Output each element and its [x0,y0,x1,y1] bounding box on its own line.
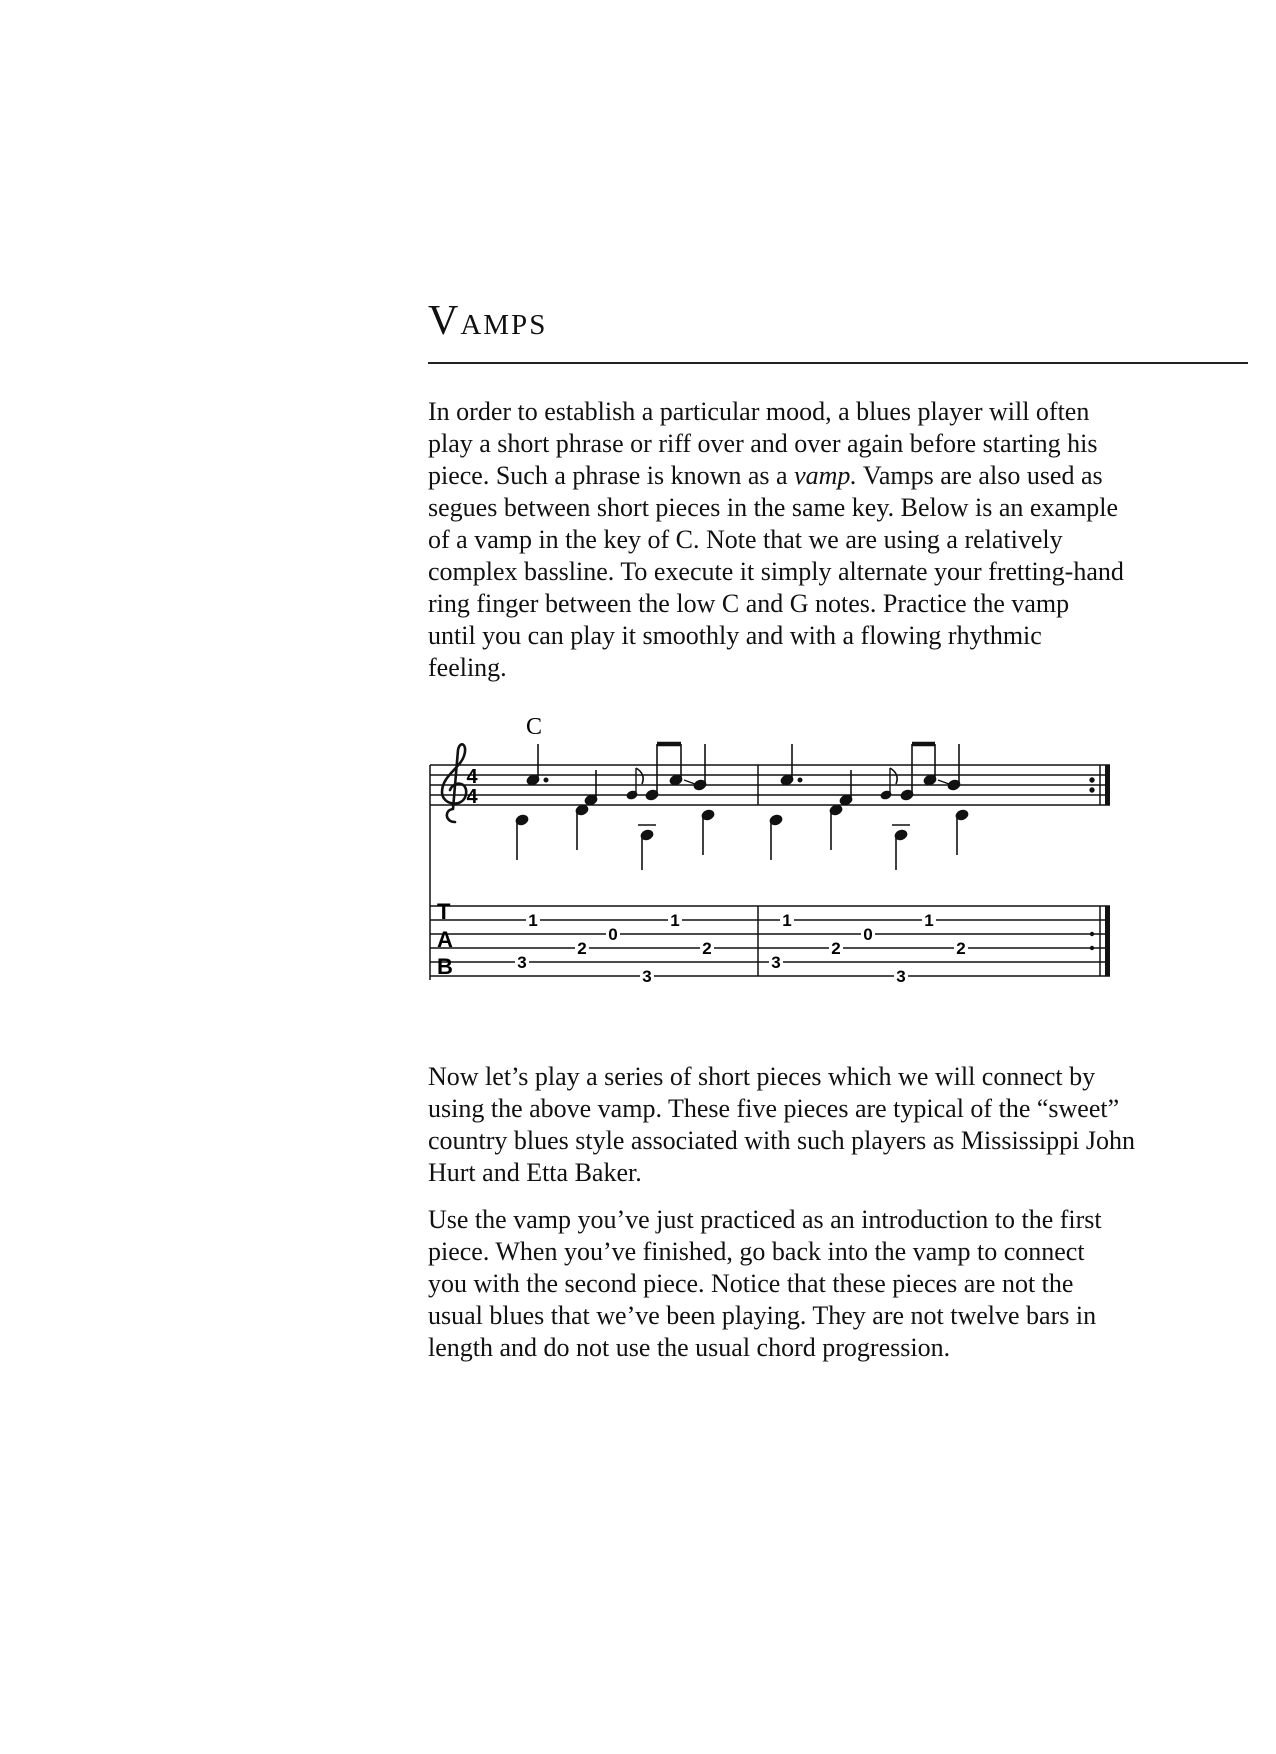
text-fragment: piece. Such a phrase is known as a [428,461,795,490]
text-line: complex bassline. To execute it simply alternate your fretting-hand [428,557,1124,586]
second-paragraph [428,1061,1248,1189]
tab-fret-number: 1 [670,911,680,930]
tab-fret-number: 2 [831,939,841,958]
third-paragraph [428,1204,1248,1364]
text-line: play a short phrase or riff over and over again before starting his [428,429,1098,458]
tab-fret-number: 1 [782,911,792,930]
text-line: ring finger between the low C and G notes. Practice the vamp [428,589,1070,618]
tab-fret-number: 3 [517,953,527,972]
text-line [428,460,1248,492]
tab-fret-number: 3 [771,953,781,972]
tab-repeat-dot [1090,932,1094,936]
text-line: Use the vamp you’ve just practiced as an introduction to the first [428,1205,1102,1234]
text-line: Hurt and Etta Baker. [428,1158,642,1187]
tab-label-a: A [437,927,453,952]
text-line: using the above vamp. These five pieces are typical of the “sweet” [428,1094,1120,1123]
measure-2-notes [769,744,969,870]
tab-label-t: T [437,899,451,924]
text-line: country blues style associated with such players as Mississippi John [428,1126,1135,1155]
emphasized-term: vamp. [794,461,857,490]
tab-fret-number: 3 [896,967,906,986]
tab-fret-number: 2 [956,939,966,958]
text-line: you with the second piece. Notice that these pieces are not the [428,1269,1074,1298]
tab-fret-number: 2 [577,939,587,958]
tab-repeat-dot [1090,946,1094,950]
text-fragment: Vamps are also used as [856,461,1103,490]
tab-fret-number: 0 [863,925,873,944]
tab-fret-number: 0 [608,925,618,944]
text-line: Now let’s play a series of short pieces which we will connect by [428,1062,1096,1091]
text-line: segues between short pieces in the same key. Below is an example [428,493,1118,522]
section-title: Vamps [428,298,548,344]
tab-fret-number: 3 [642,967,652,986]
text-line: length and do not use the usual chord progression. [428,1333,951,1362]
text-line: In order to establish a particular mood, a blues player will often [428,397,1090,426]
tab-fret-number: 1 [528,911,538,930]
chord-symbol: C [526,714,543,740]
tab-final-barline [1105,906,1110,976]
measure-1-notes [515,744,715,870]
text-line: of a vamp in the key of C. Note that we are using a relatively [428,525,1063,554]
time-signature-bottom: 4 [466,786,478,808]
time-signature-top: 4 [466,766,478,788]
tab-fret-number: 1 [924,911,934,930]
text-line: feeling. [428,653,507,682]
music-notation-figure [420,710,1130,1000]
text-line: until you can play it smoothly and with a flowing rhythmic [428,621,1042,650]
tab-fret-number: 2 [702,939,712,958]
treble-clef-icon [442,744,466,822]
title-rule [428,362,1248,364]
text-line: piece. When you’ve finished, go back into the vamp to connect [428,1237,1085,1266]
text-line: usual blues that we’ve been playing. They are not twelve bars in [428,1301,1097,1330]
intro-paragraph [428,396,1248,684]
tab-label-b: B [437,954,453,979]
